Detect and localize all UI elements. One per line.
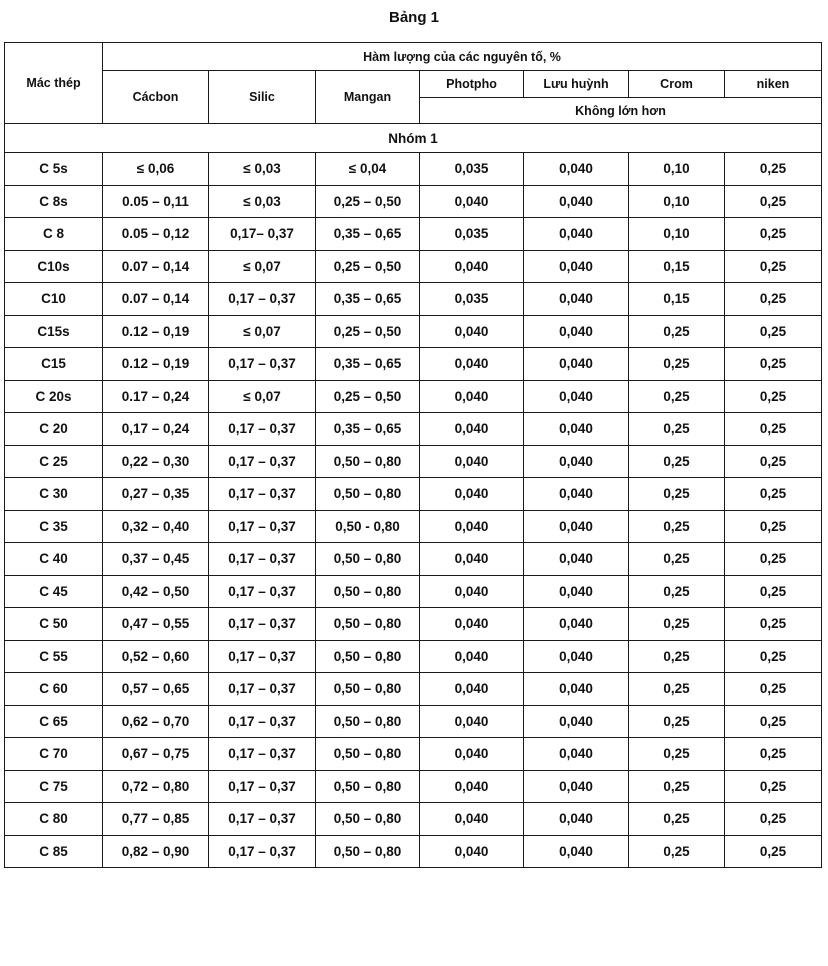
cell-carbon: 0,62 – 0,70 <box>103 705 209 738</box>
cell-chromium: 0,10 <box>629 218 725 251</box>
cell-manganese: 0,35 – 0,65 <box>316 413 420 446</box>
cell-silicon: 0,17 – 0,37 <box>209 608 316 641</box>
cell-silicon: ≤ 0,07 <box>209 380 316 413</box>
cell-sulfur: 0,040 <box>524 640 629 673</box>
cell-phosphorus: 0,040 <box>420 380 524 413</box>
cell-nickel: 0,25 <box>725 413 822 446</box>
cell-sulfur: 0,040 <box>524 250 629 283</box>
cell-manganese: 0,50 – 0,80 <box>316 705 420 738</box>
cell-grade: C 25 <box>5 445 103 478</box>
cell-manganese: 0,25 – 0,50 <box>316 315 420 348</box>
cell-grade: C10s <box>5 250 103 283</box>
cell-phosphorus: 0,040 <box>420 413 524 446</box>
cell-sulfur: 0,040 <box>524 380 629 413</box>
cell-chromium: 0,25 <box>629 380 725 413</box>
cell-carbon: 0.05 – 0,12 <box>103 218 209 251</box>
cell-carbon: 0,67 – 0,75 <box>103 738 209 771</box>
table-row <box>5 315 822 348</box>
cell-nickel: 0,25 <box>725 640 822 673</box>
cell-carbon: 0,77 – 0,85 <box>103 803 209 836</box>
cell-manganese: 0,50 – 0,80 <box>316 673 420 706</box>
cell-phosphorus: 0,040 <box>420 738 524 771</box>
cell-manganese: 0,25 – 0,50 <box>316 185 420 218</box>
cell-nickel: 0,25 <box>725 218 822 251</box>
cell-phosphorus: 0,040 <box>420 185 524 218</box>
header-nickel: niken <box>725 71 822 98</box>
cell-nickel: 0,25 <box>725 803 822 836</box>
cell-sulfur: 0,040 <box>524 510 629 543</box>
cell-chromium: 0,15 <box>629 250 725 283</box>
group-label: Nhóm 1 <box>5 124 822 153</box>
header-content-group: Hàm lượng của các nguyên tố, % <box>103 43 822 71</box>
cell-nickel: 0,25 <box>725 705 822 738</box>
cell-nickel: 0,25 <box>725 543 822 576</box>
cell-grade: C 65 <box>5 705 103 738</box>
cell-silicon: 0,17 – 0,37 <box>209 673 316 706</box>
table-row <box>5 348 822 381</box>
cell-phosphorus: 0,040 <box>420 640 524 673</box>
cell-manganese: 0,35 – 0,65 <box>316 348 420 381</box>
cell-manganese: 0,50 – 0,80 <box>316 803 420 836</box>
cell-chromium: 0,25 <box>629 575 725 608</box>
cell-phosphorus: 0,040 <box>420 575 524 608</box>
cell-phosphorus: 0,040 <box>420 510 524 543</box>
table-title: Bảng 1 <box>388 9 439 26</box>
cell-silicon: 0,17 – 0,37 <box>209 348 316 381</box>
cell-carbon: 0,72 – 0,80 <box>103 770 209 803</box>
cell-silicon: 0,17 – 0,37 <box>209 575 316 608</box>
cell-carbon: 0,57 – 0,65 <box>103 673 209 706</box>
cell-phosphorus: 0,040 <box>420 835 524 868</box>
cell-chromium: 0,10 <box>629 153 725 186</box>
cell-grade: C 50 <box>5 608 103 641</box>
cell-silicon: ≤ 0,07 <box>209 250 316 283</box>
cell-carbon: 0.17 – 0,24 <box>103 380 209 413</box>
cell-grade: C 20s <box>5 380 103 413</box>
table-row <box>5 738 822 771</box>
cell-grade: C 8s <box>5 185 103 218</box>
cell-carbon: 0,52 – 0,60 <box>103 640 209 673</box>
cell-manganese: 0,50 – 0,80 <box>316 770 420 803</box>
cell-phosphorus: 0,040 <box>420 478 524 511</box>
table-row <box>5 380 822 413</box>
cell-phosphorus: 0,040 <box>420 250 524 283</box>
cell-silicon: 0,17 – 0,37 <box>209 705 316 738</box>
cell-phosphorus: 0,035 <box>420 283 524 316</box>
cell-nickel: 0,25 <box>725 250 822 283</box>
cell-silicon: 0,17 – 0,37 <box>209 478 316 511</box>
cell-nickel: 0,25 <box>725 738 822 771</box>
cell-carbon: 0.12 – 0,19 <box>103 315 209 348</box>
cell-grade: C 75 <box>5 770 103 803</box>
cell-nickel: 0,25 <box>725 153 822 186</box>
table-row <box>5 283 822 316</box>
cell-phosphorus: 0,040 <box>420 770 524 803</box>
cell-carbon: 0.12 – 0,19 <box>103 348 209 381</box>
cell-chromium: 0,10 <box>629 185 725 218</box>
cell-nickel: 0,25 <box>725 315 822 348</box>
cell-sulfur: 0,040 <box>524 413 629 446</box>
cell-nickel: 0,25 <box>725 380 822 413</box>
cell-silicon: 0,17– 0,37 <box>209 218 316 251</box>
cell-carbon: 0,82 – 0,90 <box>103 835 209 868</box>
table-row <box>5 803 822 836</box>
cell-sulfur: 0,040 <box>524 673 629 706</box>
table-row <box>5 640 822 673</box>
cell-phosphorus: 0,035 <box>420 218 524 251</box>
cell-manganese: 0,50 – 0,80 <box>316 738 420 771</box>
table-row <box>5 250 822 283</box>
cell-sulfur: 0,040 <box>524 218 629 251</box>
cell-chromium: 0,25 <box>629 445 725 478</box>
cell-sulfur: 0,040 <box>524 738 629 771</box>
header-sulfur: Lưu huỳnh <box>524 71 629 98</box>
header-manganese: Mangan <box>316 71 420 124</box>
cell-carbon: 0,27 – 0,35 <box>103 478 209 511</box>
cell-manganese: ≤ 0,04 <box>316 153 420 186</box>
table-body <box>5 124 822 868</box>
cell-nickel: 0,25 <box>725 185 822 218</box>
cell-nickel: 0,25 <box>725 608 822 641</box>
cell-grade: C 60 <box>5 673 103 706</box>
table-header <box>5 43 822 124</box>
header-grade: Mác thép <box>5 43 103 124</box>
cell-grade: C 30 <box>5 478 103 511</box>
cell-chromium: 0,25 <box>629 543 725 576</box>
cell-sulfur: 0,040 <box>524 283 629 316</box>
cell-chromium: 0,25 <box>629 348 725 381</box>
table-row <box>5 673 822 706</box>
cell-phosphorus: 0,040 <box>420 445 524 478</box>
cell-carbon: 0,22 – 0,30 <box>103 445 209 478</box>
cell-carbon: 0.07 – 0,14 <box>103 250 209 283</box>
table-row <box>5 478 822 511</box>
table-row <box>5 835 822 868</box>
cell-sulfur: 0,040 <box>524 153 629 186</box>
cell-silicon: 0,17 – 0,37 <box>209 413 316 446</box>
cell-grade: C 80 <box>5 803 103 836</box>
cell-nickel: 0,25 <box>725 673 822 706</box>
cell-grade: C 45 <box>5 575 103 608</box>
cell-sulfur: 0,040 <box>524 575 629 608</box>
cell-silicon: 0,17 – 0,37 <box>209 738 316 771</box>
steel-composition-table <box>4 42 822 868</box>
cell-chromium: 0,25 <box>629 640 725 673</box>
cell-chromium: 0,25 <box>629 608 725 641</box>
cell-carbon: ≤ 0,06 <box>103 153 209 186</box>
cell-chromium: 0,25 <box>629 478 725 511</box>
cell-silicon: 0,17 – 0,37 <box>209 640 316 673</box>
cell-nickel: 0,25 <box>725 770 822 803</box>
cell-chromium: 0,25 <box>629 510 725 543</box>
cell-grade: C 85 <box>5 835 103 868</box>
cell-nickel: 0,25 <box>725 835 822 868</box>
cell-chromium: 0,25 <box>629 413 725 446</box>
cell-carbon: 0.07 – 0,14 <box>103 283 209 316</box>
cell-nickel: 0,25 <box>725 510 822 543</box>
cell-phosphorus: 0,040 <box>420 673 524 706</box>
cell-phosphorus: 0,035 <box>420 153 524 186</box>
cell-carbon: 0,37 – 0,45 <box>103 543 209 576</box>
cell-grade: C 20 <box>5 413 103 446</box>
table-row <box>5 510 822 543</box>
header-max-note: Không lớn hơn <box>420 98 822 124</box>
cell-sulfur: 0,040 <box>524 478 629 511</box>
cell-grade: C 40 <box>5 543 103 576</box>
cell-silicon: 0,17 – 0,37 <box>209 510 316 543</box>
cell-sulfur: 0,040 <box>524 803 629 836</box>
cell-phosphorus: 0,040 <box>420 803 524 836</box>
cell-silicon: ≤ 0,07 <box>209 315 316 348</box>
cell-sulfur: 0,040 <box>524 543 629 576</box>
table-row <box>5 218 822 251</box>
cell-phosphorus: 0,040 <box>420 543 524 576</box>
cell-nickel: 0,25 <box>725 478 822 511</box>
cell-chromium: 0,25 <box>629 835 725 868</box>
cell-chromium: 0,25 <box>629 738 725 771</box>
table-row <box>5 445 822 478</box>
table-row <box>5 413 822 446</box>
cell-chromium: 0,25 <box>629 315 725 348</box>
table-row <box>5 185 822 218</box>
cell-manganese: 0,25 – 0,50 <box>316 250 420 283</box>
cell-chromium: 0,15 <box>629 283 725 316</box>
table-row <box>5 770 822 803</box>
cell-nickel: 0,25 <box>725 283 822 316</box>
cell-chromium: 0,25 <box>629 673 725 706</box>
cell-grade: C 55 <box>5 640 103 673</box>
cell-manganese: 0,50 – 0,80 <box>316 478 420 511</box>
cell-phosphorus: 0,040 <box>420 608 524 641</box>
cell-silicon: 0,17 – 0,37 <box>209 543 316 576</box>
cell-silicon: 0,17 – 0,37 <box>209 445 316 478</box>
cell-carbon: 0.05 – 0,11 <box>103 185 209 218</box>
cell-silicon: 0,17 – 0,37 <box>209 770 316 803</box>
table-row <box>5 608 822 641</box>
header-carbon: Cácbon <box>103 71 209 124</box>
cell-sulfur: 0,040 <box>524 705 629 738</box>
table-row <box>5 705 822 738</box>
cell-manganese: 0,50 – 0,80 <box>316 640 420 673</box>
cell-manganese: 0,50 – 0,80 <box>316 835 420 868</box>
header-chromium: Crom <box>629 71 725 98</box>
cell-grade: C 35 <box>5 510 103 543</box>
cell-grade: C 8 <box>5 218 103 251</box>
cell-nickel: 0,25 <box>725 575 822 608</box>
cell-sulfur: 0,040 <box>524 770 629 803</box>
cell-sulfur: 0,040 <box>524 608 629 641</box>
cell-manganese: 0,35 – 0,65 <box>316 283 420 316</box>
table-row <box>5 575 822 608</box>
cell-manganese: 0,25 – 0,50 <box>316 380 420 413</box>
cell-carbon: 0,32 – 0,40 <box>103 510 209 543</box>
cell-nickel: 0,25 <box>725 445 822 478</box>
cell-nickel: 0,25 <box>725 348 822 381</box>
cell-carbon: 0,47 – 0,55 <box>103 608 209 641</box>
cell-manganese: 0,50 – 0,80 <box>316 543 420 576</box>
cell-grade: C10 <box>5 283 103 316</box>
cell-chromium: 0,25 <box>629 705 725 738</box>
cell-phosphorus: 0,040 <box>420 315 524 348</box>
cell-silicon: 0,17 – 0,37 <box>209 803 316 836</box>
cell-grade: C 5s <box>5 153 103 186</box>
cell-phosphorus: 0,040 <box>420 348 524 381</box>
cell-carbon: 0,17 – 0,24 <box>103 413 209 446</box>
cell-sulfur: 0,040 <box>524 445 629 478</box>
cell-grade: C15 <box>5 348 103 381</box>
cell-sulfur: 0,040 <box>524 185 629 218</box>
cell-sulfur: 0,040 <box>524 348 629 381</box>
header-silicon: Silic <box>209 71 316 124</box>
cell-silicon: ≤ 0,03 <box>209 153 316 186</box>
cell-sulfur: 0,040 <box>524 835 629 868</box>
cell-grade: C 70 <box>5 738 103 771</box>
cell-silicon: 0,17 – 0,37 <box>209 835 316 868</box>
table-row <box>5 543 822 576</box>
cell-carbon: 0,42 – 0,50 <box>103 575 209 608</box>
cell-chromium: 0,25 <box>629 803 725 836</box>
cell-chromium: 0,25 <box>629 770 725 803</box>
header-phosphorus: Photpho <box>420 71 524 98</box>
table-row <box>5 153 822 186</box>
cell-manganese: 0,50 – 0,80 <box>316 608 420 641</box>
cell-phosphorus: 0,040 <box>420 705 524 738</box>
cell-silicon: 0,17 – 0,37 <box>209 283 316 316</box>
cell-silicon: ≤ 0,03 <box>209 185 316 218</box>
cell-manganese: 0,50 - 0,80 <box>316 510 420 543</box>
cell-grade: C15s <box>5 315 103 348</box>
cell-manganese: 0,50 – 0,80 <box>316 445 420 478</box>
cell-sulfur: 0,040 <box>524 315 629 348</box>
cell-manganese: 0,35 – 0,65 <box>316 218 420 251</box>
cell-manganese: 0,50 – 0,80 <box>316 575 420 608</box>
